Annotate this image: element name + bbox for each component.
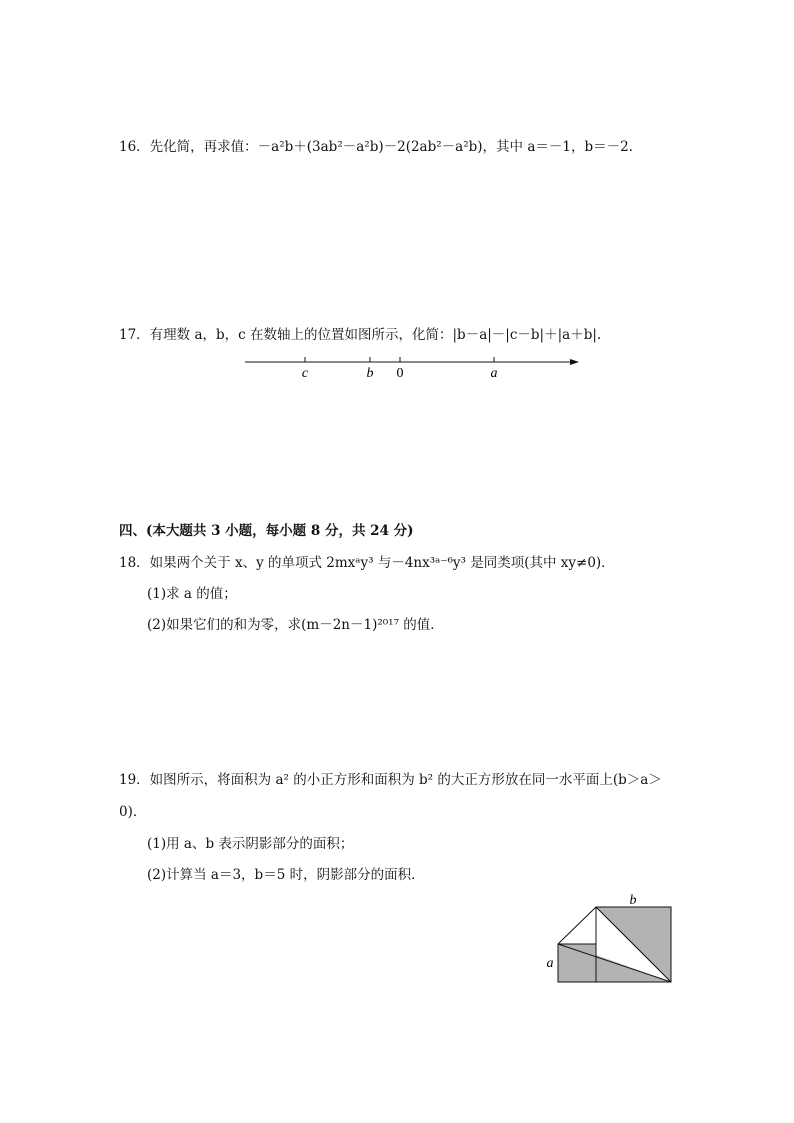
figure-label-a: a: [546, 956, 554, 971]
question-17: 17．有理数 a，b，c 在数轴上的位置如图所示，化简：|b－a|－|c－b|＋|a＋b|.: [119, 327, 602, 343]
question-18-part-2: (2)如果它们的和为零，求(m－2n－1)²⁰¹⁷ 的值．: [147, 617, 444, 633]
label-b: b: [366, 366, 374, 381]
question-16: 16．先化简，再求值：－a²b＋(3ab²－a²b)－2(2ab²－a²b)，其中 a＝－1，b＝－2.: [119, 139, 633, 155]
label-zero: 0: [396, 366, 404, 381]
question-19-part-1: (1)用 a、b 表示阴影部分的面积；: [147, 836, 354, 852]
question-18-part-1: (1)求 a 的值；: [147, 586, 237, 602]
squares-figure: [540, 890, 680, 985]
section-4-heading: 四、(本大题共 3 小题，每小题 8 分，共 24 分): [119, 523, 414, 539]
question-19-line-2: 0)．: [119, 804, 147, 820]
question-19-part-2: (2)计算当 a＝3，b＝5 时，阴影部分的面积．: [147, 867, 425, 883]
question-19-line-1: 19．如图所示，将面积为 a² 的小正方形和面积为 b² 的大正方形放在同一水平面上(b＞a＞: [119, 772, 662, 788]
line-top-left-to-small: [558, 907, 596, 944]
number-line-figure: [245, 352, 585, 382]
label-a: a: [490, 366, 498, 381]
number-line-arrow: [570, 359, 579, 365]
question-18: 18．如果两个关于 x、y 的单项式 2mxᵃy³ 与－4nx³ᵃ⁻⁶y³ 是同类项(其中 xy≠0)．: [119, 555, 615, 571]
figure-label-b: b: [629, 893, 637, 908]
label-c: c: [301, 366, 309, 381]
